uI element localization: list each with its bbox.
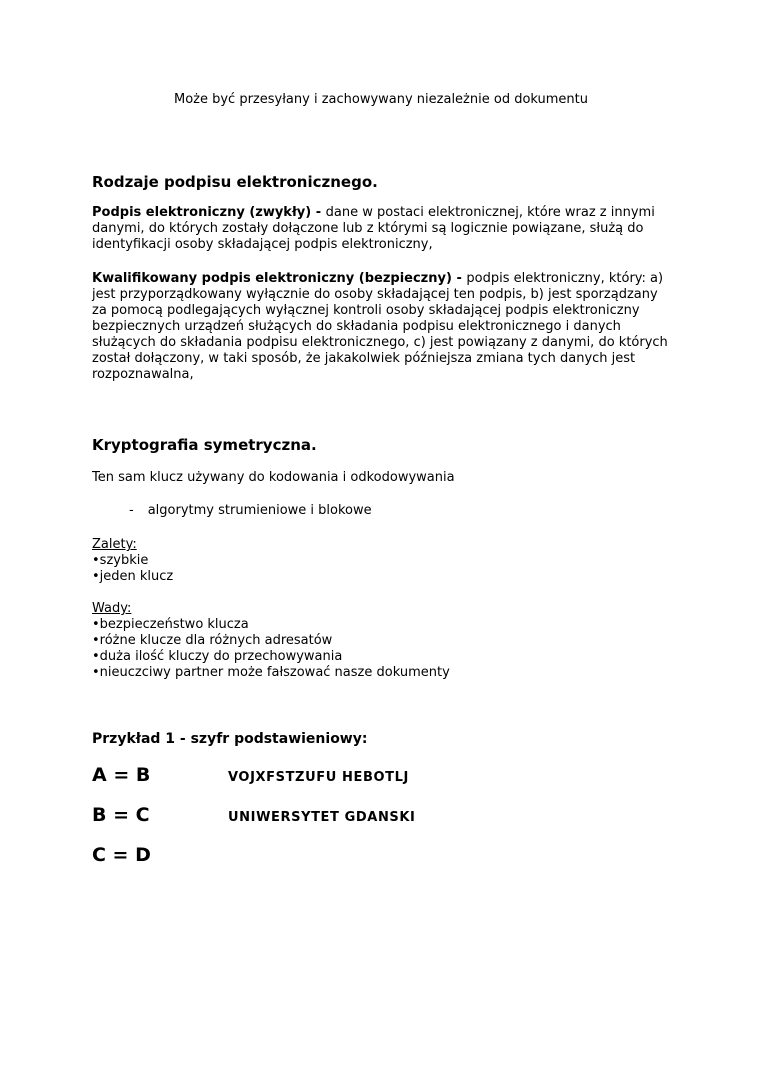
list-item-text: nieuczciwy partner może fałszować nasze dokumenty [99,665,450,680]
zalety-heading: Zalety: [92,537,137,552]
list-item-algorytmy [92,503,670,519]
list-item [92,633,670,649]
cipher-text: VOJXFSTZUFU HEBOTLJ [228,770,409,785]
bullet-marker: • [92,633,100,648]
list-item [92,553,670,569]
cipher-row [92,803,670,827]
list-item-text: szybkie [99,553,149,568]
list-item-text: duża ilość kluczy do przechowywania [99,649,343,664]
bullet-marker: • [92,665,100,680]
substitution-mapping: A = B [92,764,151,786]
list-item [92,617,670,633]
list-item-algorytmy-text: algorytmy strumieniowe i blokowe [147,503,372,518]
paragraph-podpis-zwykly-body: dane w postaci elektronicznej, które wraz z innymi danymi, do których zostały dołączone lub z którymi są logicznie powiązane, służą do identyfikacji osoby składającej podpis elektroniczny, [92,205,655,252]
kryptografia-intro: Ten sam klucz używany do kodowania i odkodowywania [92,470,455,485]
substitution-mapping: B = C [92,804,150,826]
cipher-row [92,763,670,787]
top-note: Może być przesyłany i zachowywany niezależnie od dokumentu [173,92,589,107]
heading-rodzaje-podpisu: Rodzaje podpisu elektronicznego. [92,173,378,191]
cipher-text: UNIWERSYTET GDANSKI [228,810,416,825]
cipher-row [92,843,670,867]
list-item [92,649,670,665]
heading-przyklad-1: Przykład 1 - szyfr podstawieniowy: [92,731,368,747]
substitution-mapping: C = D [92,844,151,866]
bullet-marker: • [92,569,100,584]
list-item [92,665,670,681]
list-item-text: różne klucze dla różnych adresatów [99,633,333,648]
list-item-text: jeden klucz [99,569,174,584]
paragraph-podpis-kwalifikowany [92,271,670,383]
bullet-marker: • [92,553,100,568]
heading-kryptografia-symetryczna: Kryptografia symetryczna. [92,436,317,454]
zalety-list [92,537,670,585]
bullet-marker: • [92,649,100,664]
paragraph-podpis-kwalifikowany-body: podpis elektroniczny, który: a) jest przyporządkowany wyłącznie do osoby składającej ten podpis, b) jest sporządzany za pomocą podlegających wyłącznej kontroli osoby składającej podpis elektroniczny bezpiecznych urządzeń służących do składania podpisu elektronicznego i danych służących do składania podpisu elektronicznego, c) jest powiązany z danymi, do których został dołączony, w taki sposób, że jakakolwiek późniejsza zmiana tych danych jest rozpoznawalna, [92,271,668,382]
bullet-marker: • [92,617,100,632]
list-item-text: bezpieczeństwo klucza [99,617,249,632]
paragraph-podpis-zwykly-lead: Podpis elektroniczny (zwykły) - [92,205,326,220]
paragraph-podpis-zwykly [92,205,670,253]
dash-marker: - [129,503,134,518]
list-item [92,569,670,585]
wady-heading: Wady: [92,601,132,616]
paragraph-podpis-kwalifikowany-lead: Kwalifikowany podpis elektroniczny (bezpieczny) - [92,271,467,286]
wady-list [92,601,670,681]
